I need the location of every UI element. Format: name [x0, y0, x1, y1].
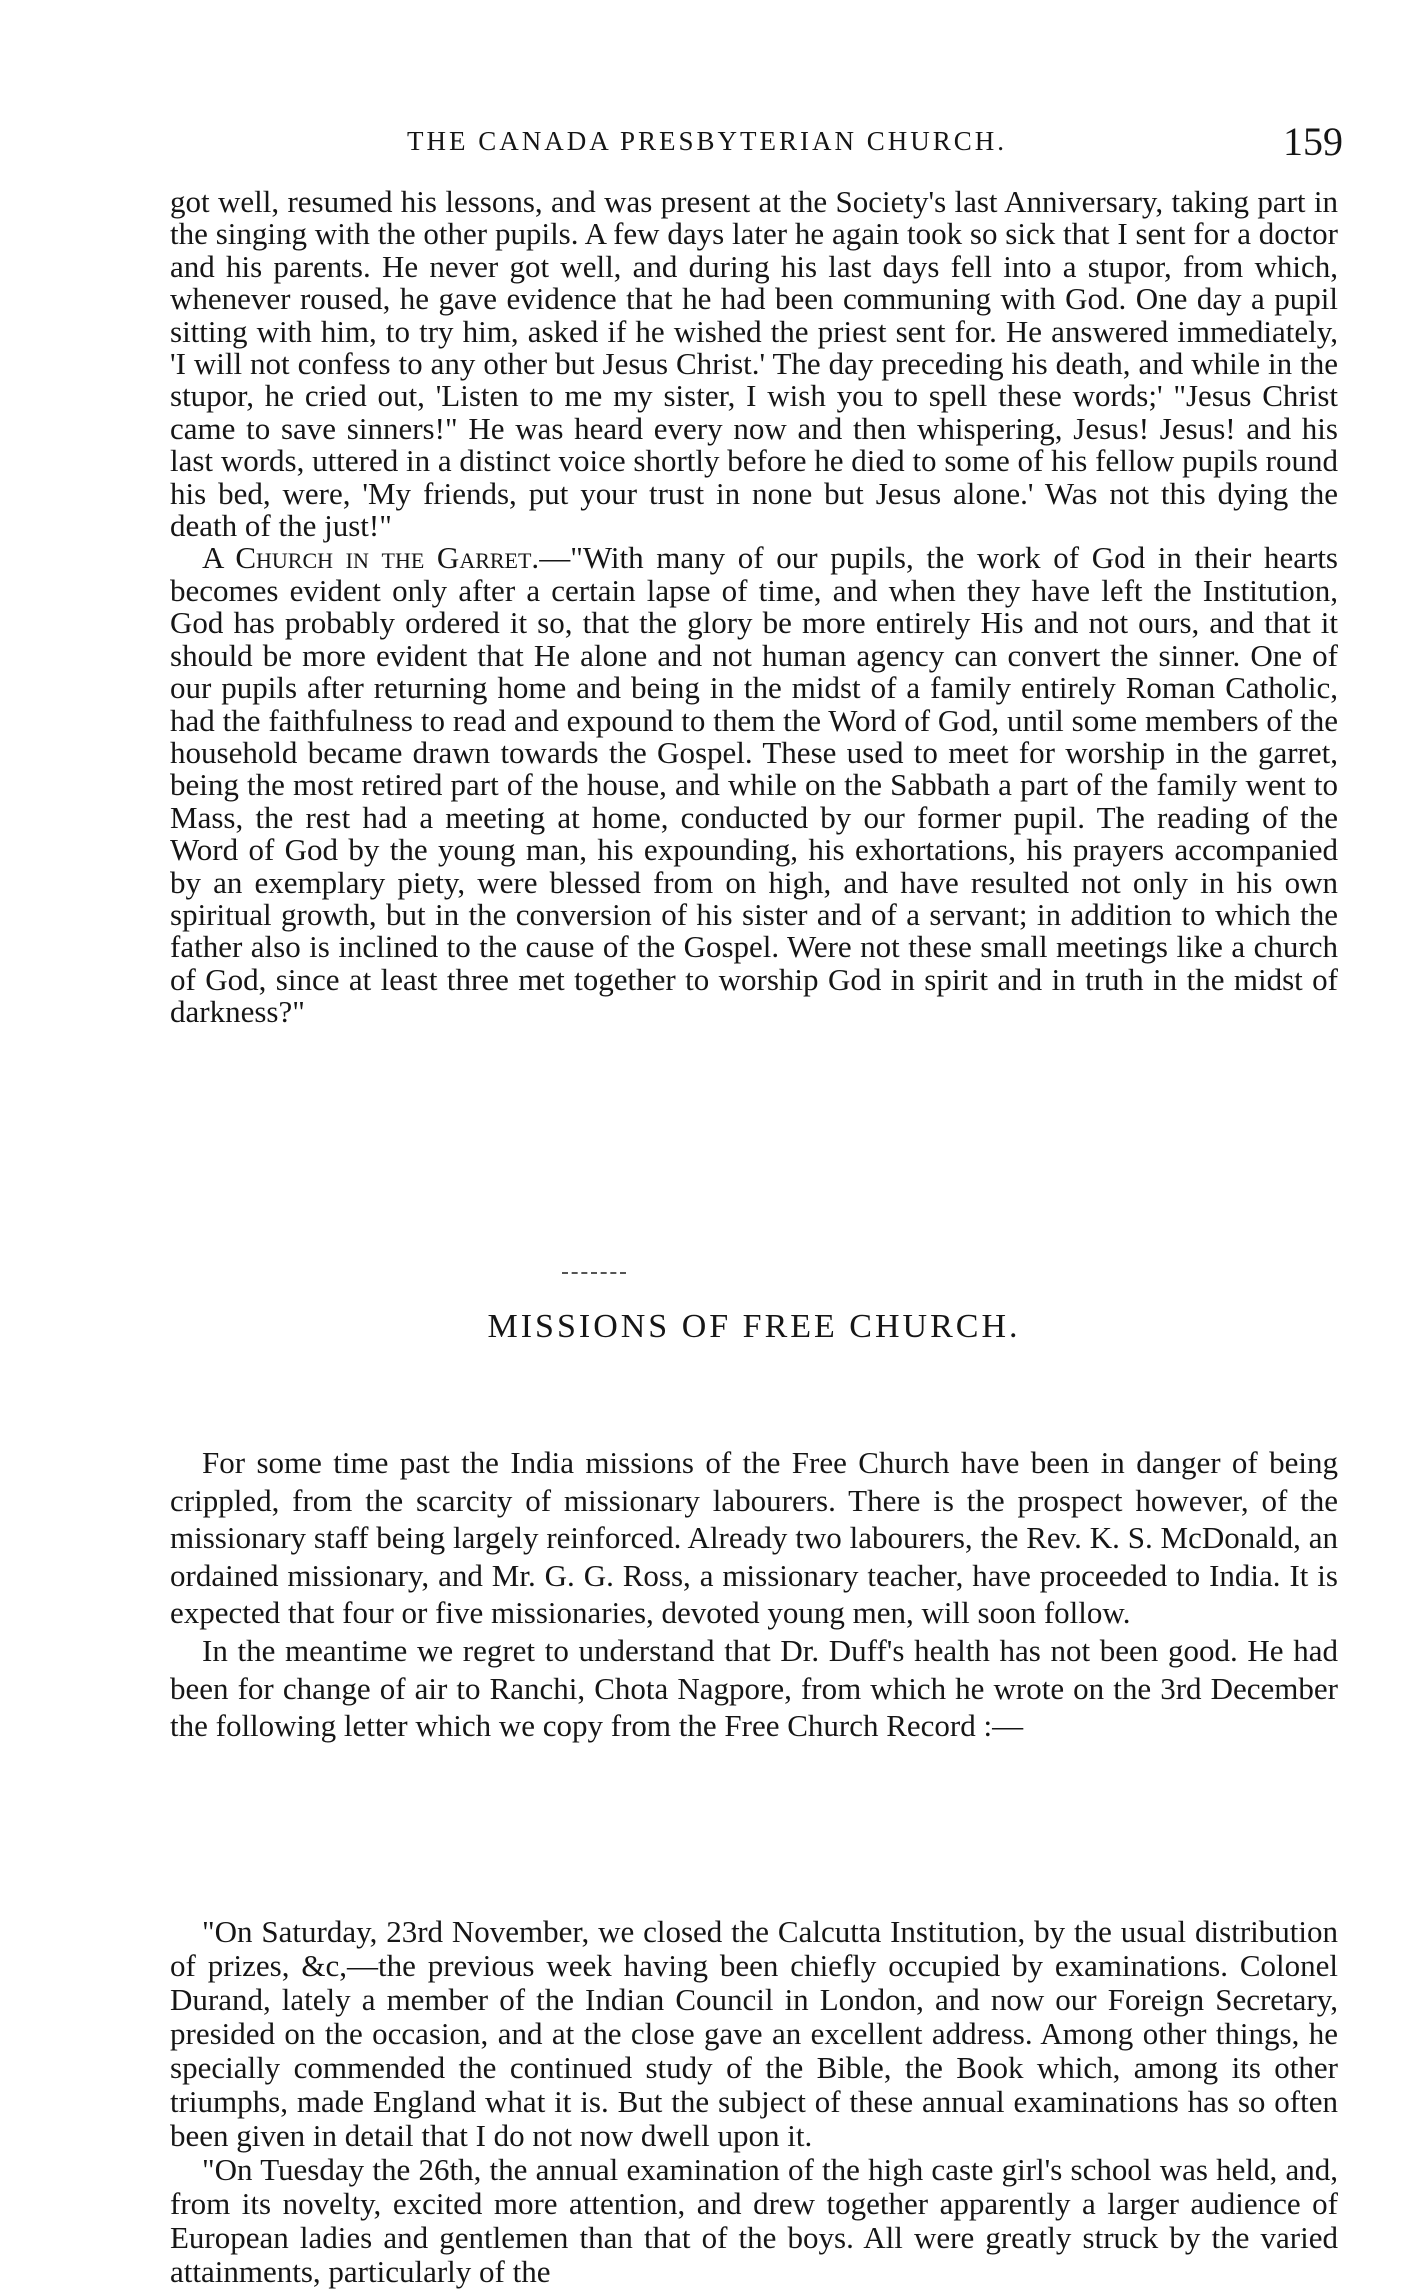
page-number: 159 [1283, 119, 1343, 164]
quoted-letter [170, 1915, 1338, 2289]
paragraph: In the meantime we regret to understand that Dr. Duff's health has not been good. He had been for change of air to Ranchi, Chota Nagpore, from which he wrote on the 3rd December the following letter which we copy from the Free Church Record :— [170, 1632, 1338, 1744]
page-header [175, 118, 1343, 170]
section-divider [562, 1272, 626, 1274]
run-in-heading: A Church in the Garret. [202, 540, 540, 576]
paragraph-text: —"With many of our pupils, the work of God in their hearts becomes evident only after a certain lapse of time, and when they have left the Institution, God has probably ordered it so, that the glory be more entirely His and not ours, and that it should be more evident that He alone and not human agency can convert the sinner. One of our pupils after returning home and being in the midst of a family entirely Roman Catholic, had the faithfulness to read and expound to them the Word of God, until some members of the household became drawn towards the Gospel. These used to meet for worship in the garret, being the most retired part of the house, and while on the Sabbath a part of the family went to Mass, the rest had a meeting at home, conducted by our former pupil. The reading of the Word of God by the young man, his expounding, his exhortations, his prayers accompanied by an exemplary piety, were blessed from on high, and have resulted not only in his own spiritual growth, but in the conversion of his sister and of a servant; in addition to which the father also is inclined to the cause of the Gospel. Were not these small meetings like a church of God, since at least three met together to worship God in spirit and in truth in the midst of darkness?" [170, 540, 1338, 1030]
garret-paragraph [170, 542, 1338, 1028]
running-head: THE CANADA PRESBYTERIAN CHURCH. [407, 126, 1008, 156]
paragraph: got well, resumed his lessons, and was present at the Society's last Anniversary, taking part in the singing with the other pupils. A few days later he again took so sick that I sent for a doctor and his parents. He never got well, and during his last days fell into a stupor, from which, whenever roused, he gave evidence that he had been communing with God. One day a pupil sitting with him, to try him, asked if he wished the priest sent for. He answered immediately, 'I will not confess to any other but Jesus Christ.' The day preceding his death, and while in the stupor, he cried out, 'Listen to me my sister, I wish you to spell these words;' "Jesus Christ came to save sinners!" He was heard every now and then whispering, Jesus! Jesus! and his last words, uttered in a distinct voice shortly before he died to some of his fellow pupils round his bed, were, 'My friends, put your trust in none but Jesus alone.' Was not this dying the death of the just!" [170, 184, 1338, 544]
letter-paragraph: "On Tuesday the 26th, the annual examination of the high caste girl's school was held, and, from its novelty, excited more attention, and drew together apparently a larger audience of European ladies and gentlemen than that of the boys. All were greatly struck by the varied attainments, particularly of the [170, 2152, 1338, 2289]
letter-paragraph: "On Saturday, 23rd November, we closed the Calcutta Institution, by the usual distribution of prizes, &c,—the previous week having been chiefly occupied by examinations. Colonel Durand, lately a member of the Indian Council in London, and now our Foreign Secretary, presided on the occasion, and at the close gave an excellent address. Among other things, he specially commended the continued study of the Bible, the Book which, among its other triumphs, made England what it is. But the subject of these annual examinations has so often been given in detail that I do not now dwell upon it. [170, 1914, 1338, 2153]
continued-article [170, 186, 1338, 1029]
section-heading: MISSIONS OF FREE CHURCH. [487, 1308, 1021, 1345]
paragraph: For some time past the India missions of the Free Church have been in danger of being crippled, from the scarcity of missionary labourers. There is the prospect however, of the missionary staff being largely reinforced. Already two labourers, the Rev. K. S. McDonald, an ordained missionary, and Mr. G. G. Ross, a missionary teacher, have proceeded to India. It is expected that four or five missionaries, devoted young men, will soon follow. [170, 1445, 1338, 1631]
missions-intro [170, 1444, 1338, 1745]
